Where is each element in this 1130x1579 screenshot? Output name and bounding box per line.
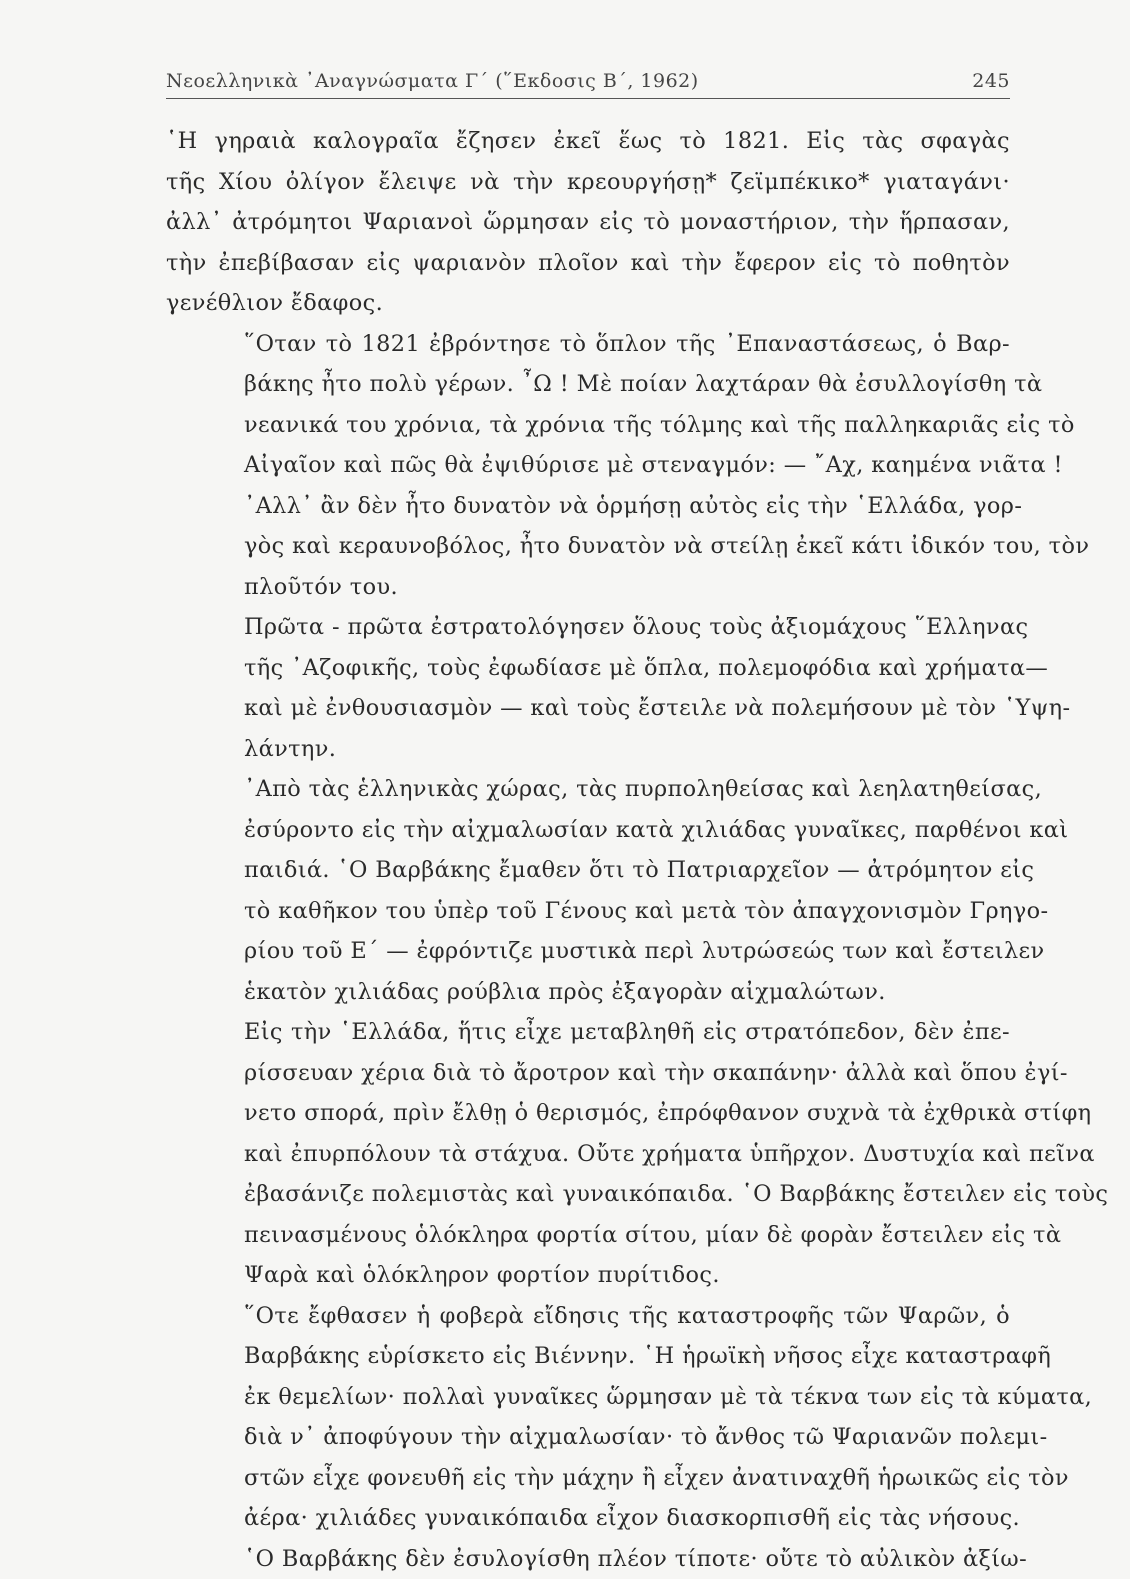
text-line: Πρῶτα - πρῶτα ἐστρατολόγησεν ὅλους τοὺς ἀξιομάχους ῞Ελληνας bbox=[166, 607, 1010, 648]
text-line: Βαρβάκης εὑρίσκετο εἰς Βιέννην. ῾Η ἡρωϊκὴ νῆσος εἶχε καταστραφῆ bbox=[166, 1336, 1010, 1377]
text-line: ἑκατὸν χιλιάδας ρούβλια πρὸς ἐξαγορὰν αἰχμαλώτων. bbox=[166, 972, 1010, 1013]
text-line: τὸ καθῆκον του ὑπὲρ τοῦ Γένους καὶ μετὰ τὸν ἀπαγχονισμὸν Γρηγο- bbox=[166, 891, 1010, 932]
text-line: τῆς ᾿Αζοφικῆς, τοὺς ἐφωδίασε μὲ ὅπλα, πολεμοφόδια καὶ χρήματα— bbox=[166, 648, 1010, 689]
text-line: ρίσσευαν χέρια διὰ τὸ ἄροτρον καὶ τὴν σκαπάνην· ἀλλὰ καὶ ὅπου ἐγί- bbox=[166, 1053, 1010, 1094]
text-line: καὶ μὲ ἐνθουσιασμὸν — καὶ τοὺς ἔστειλε νὰ πολεμήσουν μὲ τὸν ῾Υψη- bbox=[166, 688, 1010, 729]
body-text bbox=[166, 121, 1010, 1579]
text-line: τὴν ἐπεβίβασαν εἰς ψαριανὸν πλοῖον καὶ τὴν ἔφερον εἰς τὸ ποθητὸν bbox=[166, 243, 1010, 284]
paragraph bbox=[166, 486, 1010, 608]
text-line: ἀλλ᾿ ἀτρόμητοι Ψαριανοὶ ὥρμησαν εἰς τὸ μοναστήριον, τὴν ἥρπασαν, bbox=[166, 202, 1010, 243]
text-line: νετο σπορά, πρὶν ἔλθῃ ὁ θερισμός, ἐπρόφθανον συχνὰ τὰ ἐχθρικὰ στίφη bbox=[166, 1093, 1010, 1134]
paragraph bbox=[166, 1012, 1010, 1296]
text-line: ᾿Απὸ τὰς ἑλληνικὰς χώρας, τὰς πυρποληθείσας καὶ λεηλατηθείσας, bbox=[166, 769, 1010, 810]
text-line: ῞Οταν τὸ 1821 ἐβρόντησε τὸ ὅπλον τῆς ᾿Επαναστάσεως, ὁ Βαρ- bbox=[166, 324, 1010, 365]
paragraph bbox=[166, 1296, 1010, 1539]
running-header bbox=[166, 70, 1010, 99]
page bbox=[166, 70, 1010, 1579]
text-line: ἐκ θεμελίων· πολλαὶ γυναῖκες ὥρμησαν μὲ τὰ τέκνα των εἰς τὰ κύματα, bbox=[166, 1377, 1010, 1418]
text-line: Ψαρὰ καὶ ὁλόκληρον φορτίον πυρίτιδος. bbox=[166, 1255, 1010, 1296]
text-line: πλοῦτόν του. bbox=[166, 567, 1010, 608]
text-line: Αἰγαῖον καὶ πῶς θὰ ἐψιθύρισε μὲ στεναγμόν: — ῎Αχ, καημένα νιᾶτα ! bbox=[166, 445, 1010, 486]
paragraph bbox=[166, 1539, 1010, 1579]
text-line: πεινασμένους ὁλόκληρα φορτία σίτου, μίαν δὲ φορὰν ἔστειλεν εἰς τὰ bbox=[166, 1215, 1010, 1256]
paragraph bbox=[166, 607, 1010, 769]
text-line: νεανικά του χρόνια, τὰ χρόνια τῆς τόλμης καὶ τῆς παλληκαριᾶς εἰς τὸ bbox=[166, 405, 1010, 446]
text-line: Εἰς τὴν ῾Ελλάδα, ἥτις εἶχε μεταβληθῆ εἰς στρατόπεδον, δὲν ἐπε- bbox=[166, 1012, 1010, 1053]
header-title: Νεοελληνικὰ ᾿Αναγνώσματα Γ΄ (῞Εκδοσις Β΄, 1962) bbox=[166, 70, 699, 92]
text-line: καὶ ἐπυρπόλουν τὰ στάχυα. Οὔτε χρήματα ὑπῆρχον. Δυστυχία καὶ πεῖνα bbox=[166, 1134, 1010, 1175]
text-line: παιδιά. ῾Ο Βαρβάκης ἔμαθεν ὅτι τὸ Πατριαρχεῖον — ἀτρόμητον εἰς bbox=[166, 850, 1010, 891]
text-line: στῶν εἶχε φονευθῆ εἰς τὴν μάχην ἢ εἶχεν ἀνατιναχθῆ ἡρωικῶς εἰς τὸν bbox=[166, 1458, 1010, 1499]
paragraph bbox=[166, 324, 1010, 486]
text-line: διὰ ν᾿ ἀποφύγουν τὴν αἰχμαλωσίαν· τὸ ἄνθος τῶ Ψαριανῶν πολεμι- bbox=[166, 1417, 1010, 1458]
text-line: γενέθλιον ἔδαφος. bbox=[166, 283, 1010, 324]
text-line: ᾿Αλλ᾿ ἂν δὲν ἦτο δυνατὸν νὰ ὁρμήσῃ αὐτὸς εἰς τὴν ῾Ελλάδα, γορ- bbox=[166, 486, 1010, 527]
text-line: γὸς καὶ κεραυνοβόλος, ἦτο δυνατὸν νὰ στείλῃ ἐκεῖ κάτι ἰδικόν του, τὸν bbox=[166, 526, 1010, 567]
paragraph bbox=[166, 121, 1010, 324]
text-line: ῾Η γηραιὰ καλογραῖα ἔζησεν ἐκεῖ ἕως τὸ 1821. Εἰς τὰς σφαγὰς bbox=[166, 121, 1010, 162]
page-number: 245 bbox=[972, 70, 1010, 92]
text-line: ῾Ο Βαρβάκης δὲν ἐσυλογίσθη πλέον τίποτε· οὔτε τὸ αὐλικὸν ἀξίω- bbox=[166, 1539, 1010, 1579]
text-line: βάκης ἦτο πολὺ γέρων. ῏Ω ! Μὲ ποίαν λαχτάραν θὰ ἐσυλλογίσθη τὰ bbox=[166, 364, 1010, 405]
text-line: τῆς Χίου ὀλίγον ἔλειψε νὰ τὴν κρεουργήσῃ* ζεϊμπέκικο* γιαταγάνι· bbox=[166, 162, 1010, 203]
text-line: λάντην. bbox=[166, 729, 1010, 770]
text-line: ῞Οτε ἔφθασεν ἡ φοβερὰ εἴδησις τῆς καταστροφῆς τῶν Ψαρῶν, ὁ bbox=[166, 1296, 1010, 1337]
text-line: ἐσύροντο εἰς τὴν αἰχμαλωσίαν κατὰ χιλιάδας γυναῖκες, παρθένοι καὶ bbox=[166, 810, 1010, 851]
text-line: ἐβασάνιζε πολεμιστὰς καὶ γυναικόπαιδα. ῾Ο Βαρβάκης ἔστειλεν εἰς τοὺς bbox=[166, 1174, 1010, 1215]
text-line: ἀέρα· χιλιάδες γυναικόπαιδα εἶχον διασκορπισθῆ εἰς τὰς νήσους. bbox=[166, 1498, 1010, 1539]
text-line: ρίου τοῦ Ε΄ — ἐφρόντιζε μυστικὰ περὶ λυτρώσεώς των καὶ ἔστειλεν bbox=[166, 931, 1010, 972]
paragraph bbox=[166, 769, 1010, 1012]
